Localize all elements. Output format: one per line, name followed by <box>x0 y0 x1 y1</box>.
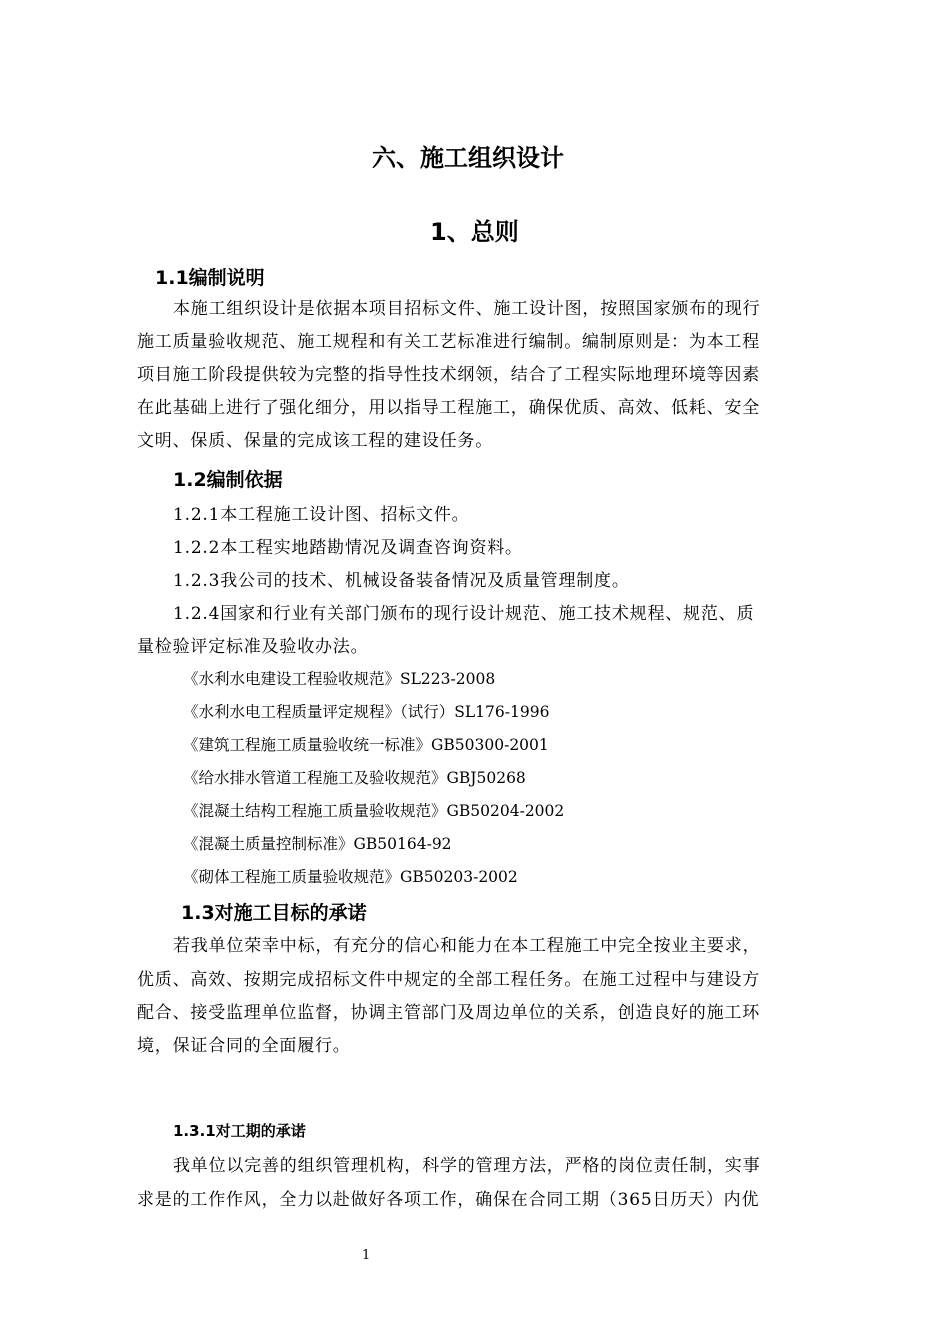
reference-item: 《砌体工程施工质量验收规范》GB50203-2002 <box>183 868 518 886</box>
reference-item: 《混凝土质量控制标准》GB50164-92 <box>183 835 452 853</box>
document-title: 六、施工组织设计 <box>372 144 564 172</box>
paragraph-line: 项目施工阶段提供较为完整的指导性技术纲领，结合了工程实际地理环境等因素 <box>137 365 760 385</box>
list-item: 1.2.3我公司的技术、机械设备装备情况及质量管理制度。 <box>173 571 630 591</box>
paragraph-line: 文明、保质、保量的完成该工程的建设任务。 <box>137 431 493 451</box>
list-item: 1.2.1本工程施工设计图、招标文件。 <box>173 505 470 525</box>
subsection-heading-1-3-1: 1.3.1对工期的承诺 <box>173 1122 306 1140</box>
section-heading-1-3: 1.3对施工目标的承诺 <box>181 902 367 924</box>
page-number: 1 <box>362 1248 371 1263</box>
section-heading-1-2: 1.2编制依据 <box>173 469 283 491</box>
reference-item: 《混凝土结构工程施工质量验收规范》GB50204-2002 <box>183 802 565 820</box>
reference-item: 《建筑工程施工质量验收统一标准》GB50300-2001 <box>183 736 549 754</box>
paragraph-line: 求是的工作作风，全力以赴做好各项工作，确保在合同工期（365日历天）内优 <box>137 1190 760 1210</box>
paragraph-line: 若我单位荣幸中标，有充分的信心和能力在本工程施工中完全按业主要求， <box>173 936 761 956</box>
paragraph-line: 优质、高效、按期完成招标文件中规定的全部工程任务。在施工过程中与建设方 <box>137 970 760 990</box>
list-item: 1.2.2本工程实地踏勘情况及调查咨询资料。 <box>173 538 523 558</box>
reference-item: 《水利水电工程质量评定规程》（试行）SL176-1996 <box>183 703 550 721</box>
list-item: 量检验评定标准及验收办法。 <box>137 637 369 657</box>
reference-item: 《给水排水管道工程施工及验收规范》GBJ50268 <box>183 769 526 787</box>
paragraph-line: 在此基础上进行了强化细分，用以指导工程施工，确保优质、高效、低耗、安全 <box>137 398 760 418</box>
paragraph-line: 我单位以完善的组织管理机构，科学的管理方法，严格的岗位责任制，实事 <box>173 1156 761 1176</box>
section-heading-1-1: 1.1编制说明 <box>155 267 265 289</box>
paragraph-line: 境，保证合同的全面履行。 <box>137 1036 351 1056</box>
paragraph-line: 配合、接受监理单位监督，协调主管部门及周边单位的关系，创造良好的施工环 <box>137 1003 760 1023</box>
chapter-heading: 1、总则 <box>430 218 519 246</box>
paragraph-line: 本施工组织设计是依据本项目招标文件、施工设计图，按照国家颁布的现行 <box>173 299 761 319</box>
list-item: 1.2.4国家和行业有关部门颁布的现行设计规范、施工技术规程、规范、质 <box>173 604 755 624</box>
paragraph-line: 施工质量验收规范、施工规程和有关工艺标准进行编制。编制原则是：为本工程 <box>137 332 760 352</box>
reference-item: 《水利水电建设工程验收规范》SL223-2008 <box>183 670 496 688</box>
